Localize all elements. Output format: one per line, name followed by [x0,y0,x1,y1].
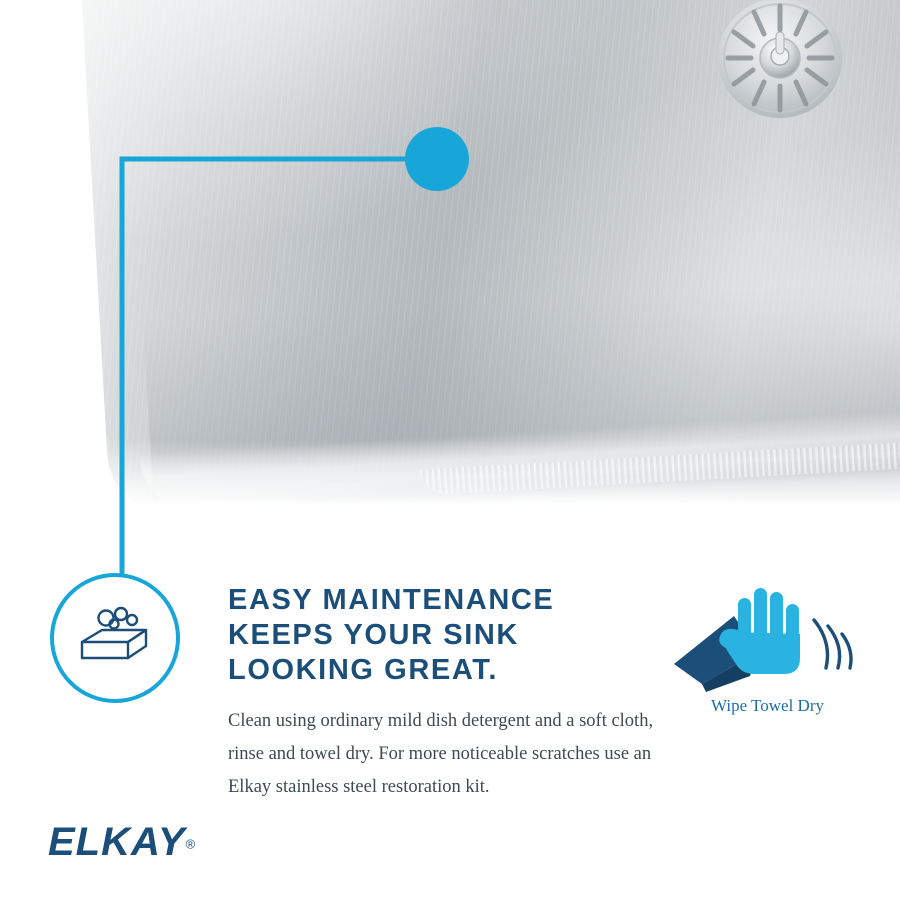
elkay-logo [48,818,248,866]
page-title [228,583,648,688]
wipe-caption: Wipe Towel Dry [710,696,824,715]
headline-line-3: LOOKING GREAT. [228,654,498,686]
headline-line-2: KEEPS YOUR SINK [228,619,519,651]
callout-connector-line [100,120,440,620]
wiping-hand-icon [672,580,862,710]
logo-registered-mark: ® [185,836,196,852]
body-copy: Clean using ordinary mild dish detergent and a soft cloth, rinse and towel dry. For more noticeable scratches use an Elkay stainless steel restoration kit. [228,711,654,797]
headline-line-1: EASY MAINTENANCE [228,584,555,616]
sponge-icon [72,602,158,674]
sponge-badge [50,573,180,703]
sink-drain-icon [712,0,848,128]
logo-wordmark: ELKAY [48,820,186,864]
